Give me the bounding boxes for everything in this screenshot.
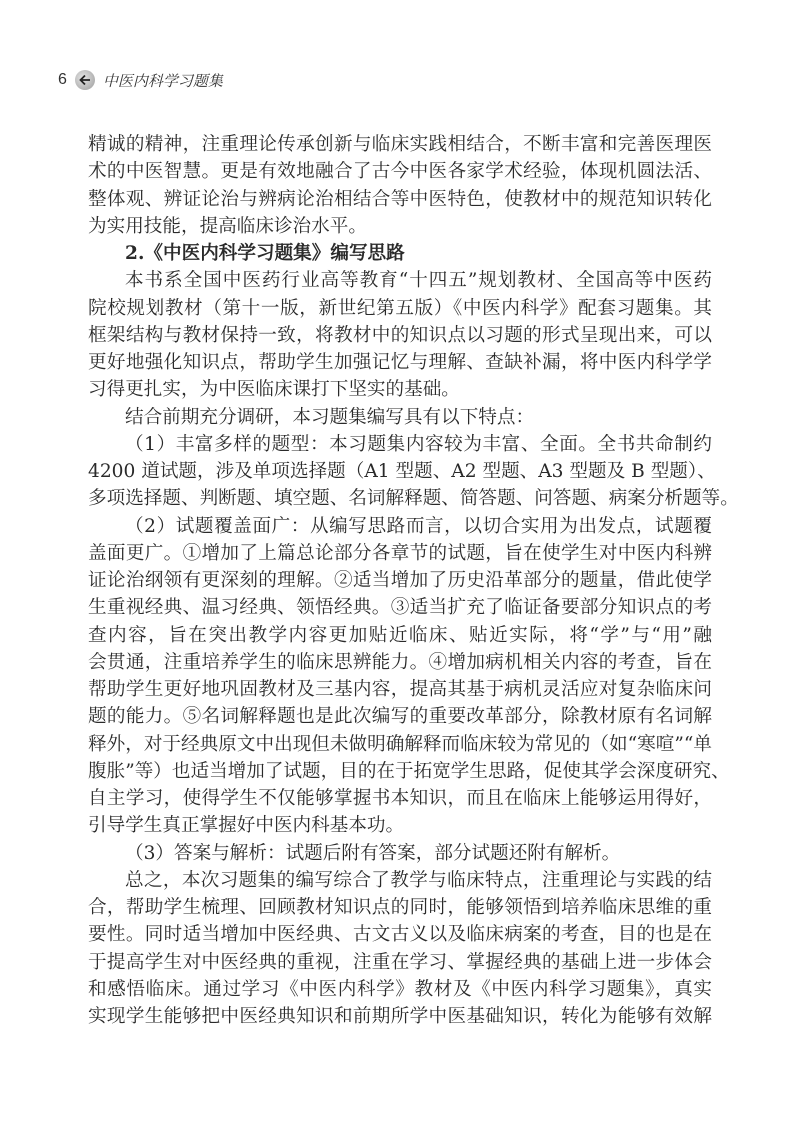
text-line: 合，帮助学生梳理、回顾教材知识点的同时，能够领悟到培养临床思维的重 bbox=[88, 897, 712, 918]
text-line: 习得更扎实，为中医临床课打下坚实的基础。 bbox=[88, 379, 460, 401]
text-line: （2）试题覆盖面广：从编写思路而言，以切合实用为出发点，试题覆 bbox=[125, 515, 712, 537]
text-line: 实现学生能够把中医经典知识和前期所学中医基础知识，转化为能够有效解 bbox=[88, 1006, 712, 1027]
book-title: 中医内科学习题集 bbox=[102, 71, 223, 90]
text-line: 多项选择题、判断题、填空题、名词解释题、简答题、问答题、病案分析题等。 bbox=[88, 488, 739, 510]
section-heading bbox=[88, 240, 712, 267]
text-line: 释外，对于经典原文中出现但未做明确解释而临床较为常见的（如“寒喧”“单 bbox=[88, 733, 712, 755]
text-line: 院校规划教材（第十一版，新世纪第五版）《中医内科学》配套习题集。其 bbox=[88, 297, 712, 319]
text-line: 于提高学生对中医经典的重视，注重在学习、掌握经典的基础上进一步体会 bbox=[88, 951, 712, 973]
text-line: 结合前期充分调研，本习题集编写具有以下特点： bbox=[125, 406, 535, 428]
text-line: 总之，本次习题集的编写综合了教学与临床特点，注重理论与实践的结 bbox=[125, 869, 712, 891]
text-line: 查内容，旨在突出教学内容更加贴近临床、贴近实际，将“学”与“用”融 bbox=[88, 624, 712, 646]
text-line: 更好地强化知识点，帮助学生加强记忆与理解、查缺补漏，将中医内科学学 bbox=[88, 352, 712, 373]
text-line: 框架结构与教材保持一致，将教材中的知识点以习题的形式呈现出来，可以 bbox=[88, 324, 712, 346]
paragraph bbox=[88, 513, 730, 840]
text-line: 2.《中医内科学习题集》编写思路 bbox=[125, 243, 405, 264]
text-line: （1）丰富多样的题型：本习题集内容较为丰富、全面。全书共命制约 bbox=[125, 433, 712, 455]
text-line: 4200 道试题，涉及单项选择题（A1 型题、A2 型题、A3 型题及 B 型题）、 bbox=[88, 461, 716, 482]
text-line: 帮助学生更好地巩固教材及三基内容，提高其基于病机灵活应对复杂临床问 bbox=[88, 679, 712, 700]
text-line: 生重视经典、温习经典、领悟经典。③适当扩充了临证备要部分知识点的考 bbox=[88, 597, 712, 619]
paragraph bbox=[88, 131, 712, 240]
text-line: 要性。同时适当增加中医经典、古文古义以及临床病案的考查，目的也是在 bbox=[88, 924, 712, 946]
text-line: 术的中医智慧。更是有效地融合了古今中医各家学术经验，体现机圆法活、 bbox=[88, 161, 712, 183]
text-line: 整体观、辨证论治与辨病论治相结合等中医特色，使教材中的规范知识转化 bbox=[88, 188, 712, 210]
text-line: 和感悟临床。通过学习《中医内科学》教材及《中医内科学习题集》，真实 bbox=[88, 978, 712, 1000]
text-line: 腹胀”等）也适当增加了试题，目的在于拓宽学生思路，促使其学会深度研究、 bbox=[88, 760, 730, 782]
text-line: 盖面更广。①增加了上篇总论部分各章节的试题，旨在使学生对中医内科辨 bbox=[88, 542, 712, 564]
paragraph bbox=[88, 840, 712, 867]
paragraph bbox=[88, 404, 712, 431]
text-line: 证论治纲领有更深刻的理解。②适当增加了历史沿革部分的题量，借此使学 bbox=[88, 570, 712, 591]
text-line: 题的能力。⑤名词解释题也是此次编写的重要改革部分，除教材原有名词解 bbox=[88, 706, 712, 728]
text-line: 引导学生真正掌握好中医内科基本功。 bbox=[88, 815, 405, 837]
text-line: 本书系全国中医药行业高等教育“十四五”规划教材、全国高等中医药 bbox=[125, 270, 712, 292]
text-line: （3）答案与解析：试题后附有答案，部分试题还附有解析。 bbox=[125, 842, 621, 864]
text-line: 自主学习，使得学生不仅能够掌握书本知识，而且在临床上能够运用得好， bbox=[88, 788, 712, 809]
body-text bbox=[88, 131, 739, 1030]
page-number: 6 bbox=[58, 71, 67, 88]
left-arrow-icon bbox=[75, 70, 95, 90]
paragraph bbox=[88, 431, 739, 513]
text-line: 精诚的精神，注重理论传承创新与临床实践相结合，不断丰富和完善医理医 bbox=[88, 134, 712, 155]
paragraph bbox=[88, 267, 712, 403]
paragraph bbox=[88, 867, 712, 1031]
text-line: 会贯通，注重培养学生的临床思辨能力。④增加病机相关内容的考查，旨在 bbox=[88, 651, 712, 673]
text-line: 为实用技能，提高临床诊治水平。 bbox=[88, 215, 367, 237]
running-header bbox=[58, 68, 223, 92]
